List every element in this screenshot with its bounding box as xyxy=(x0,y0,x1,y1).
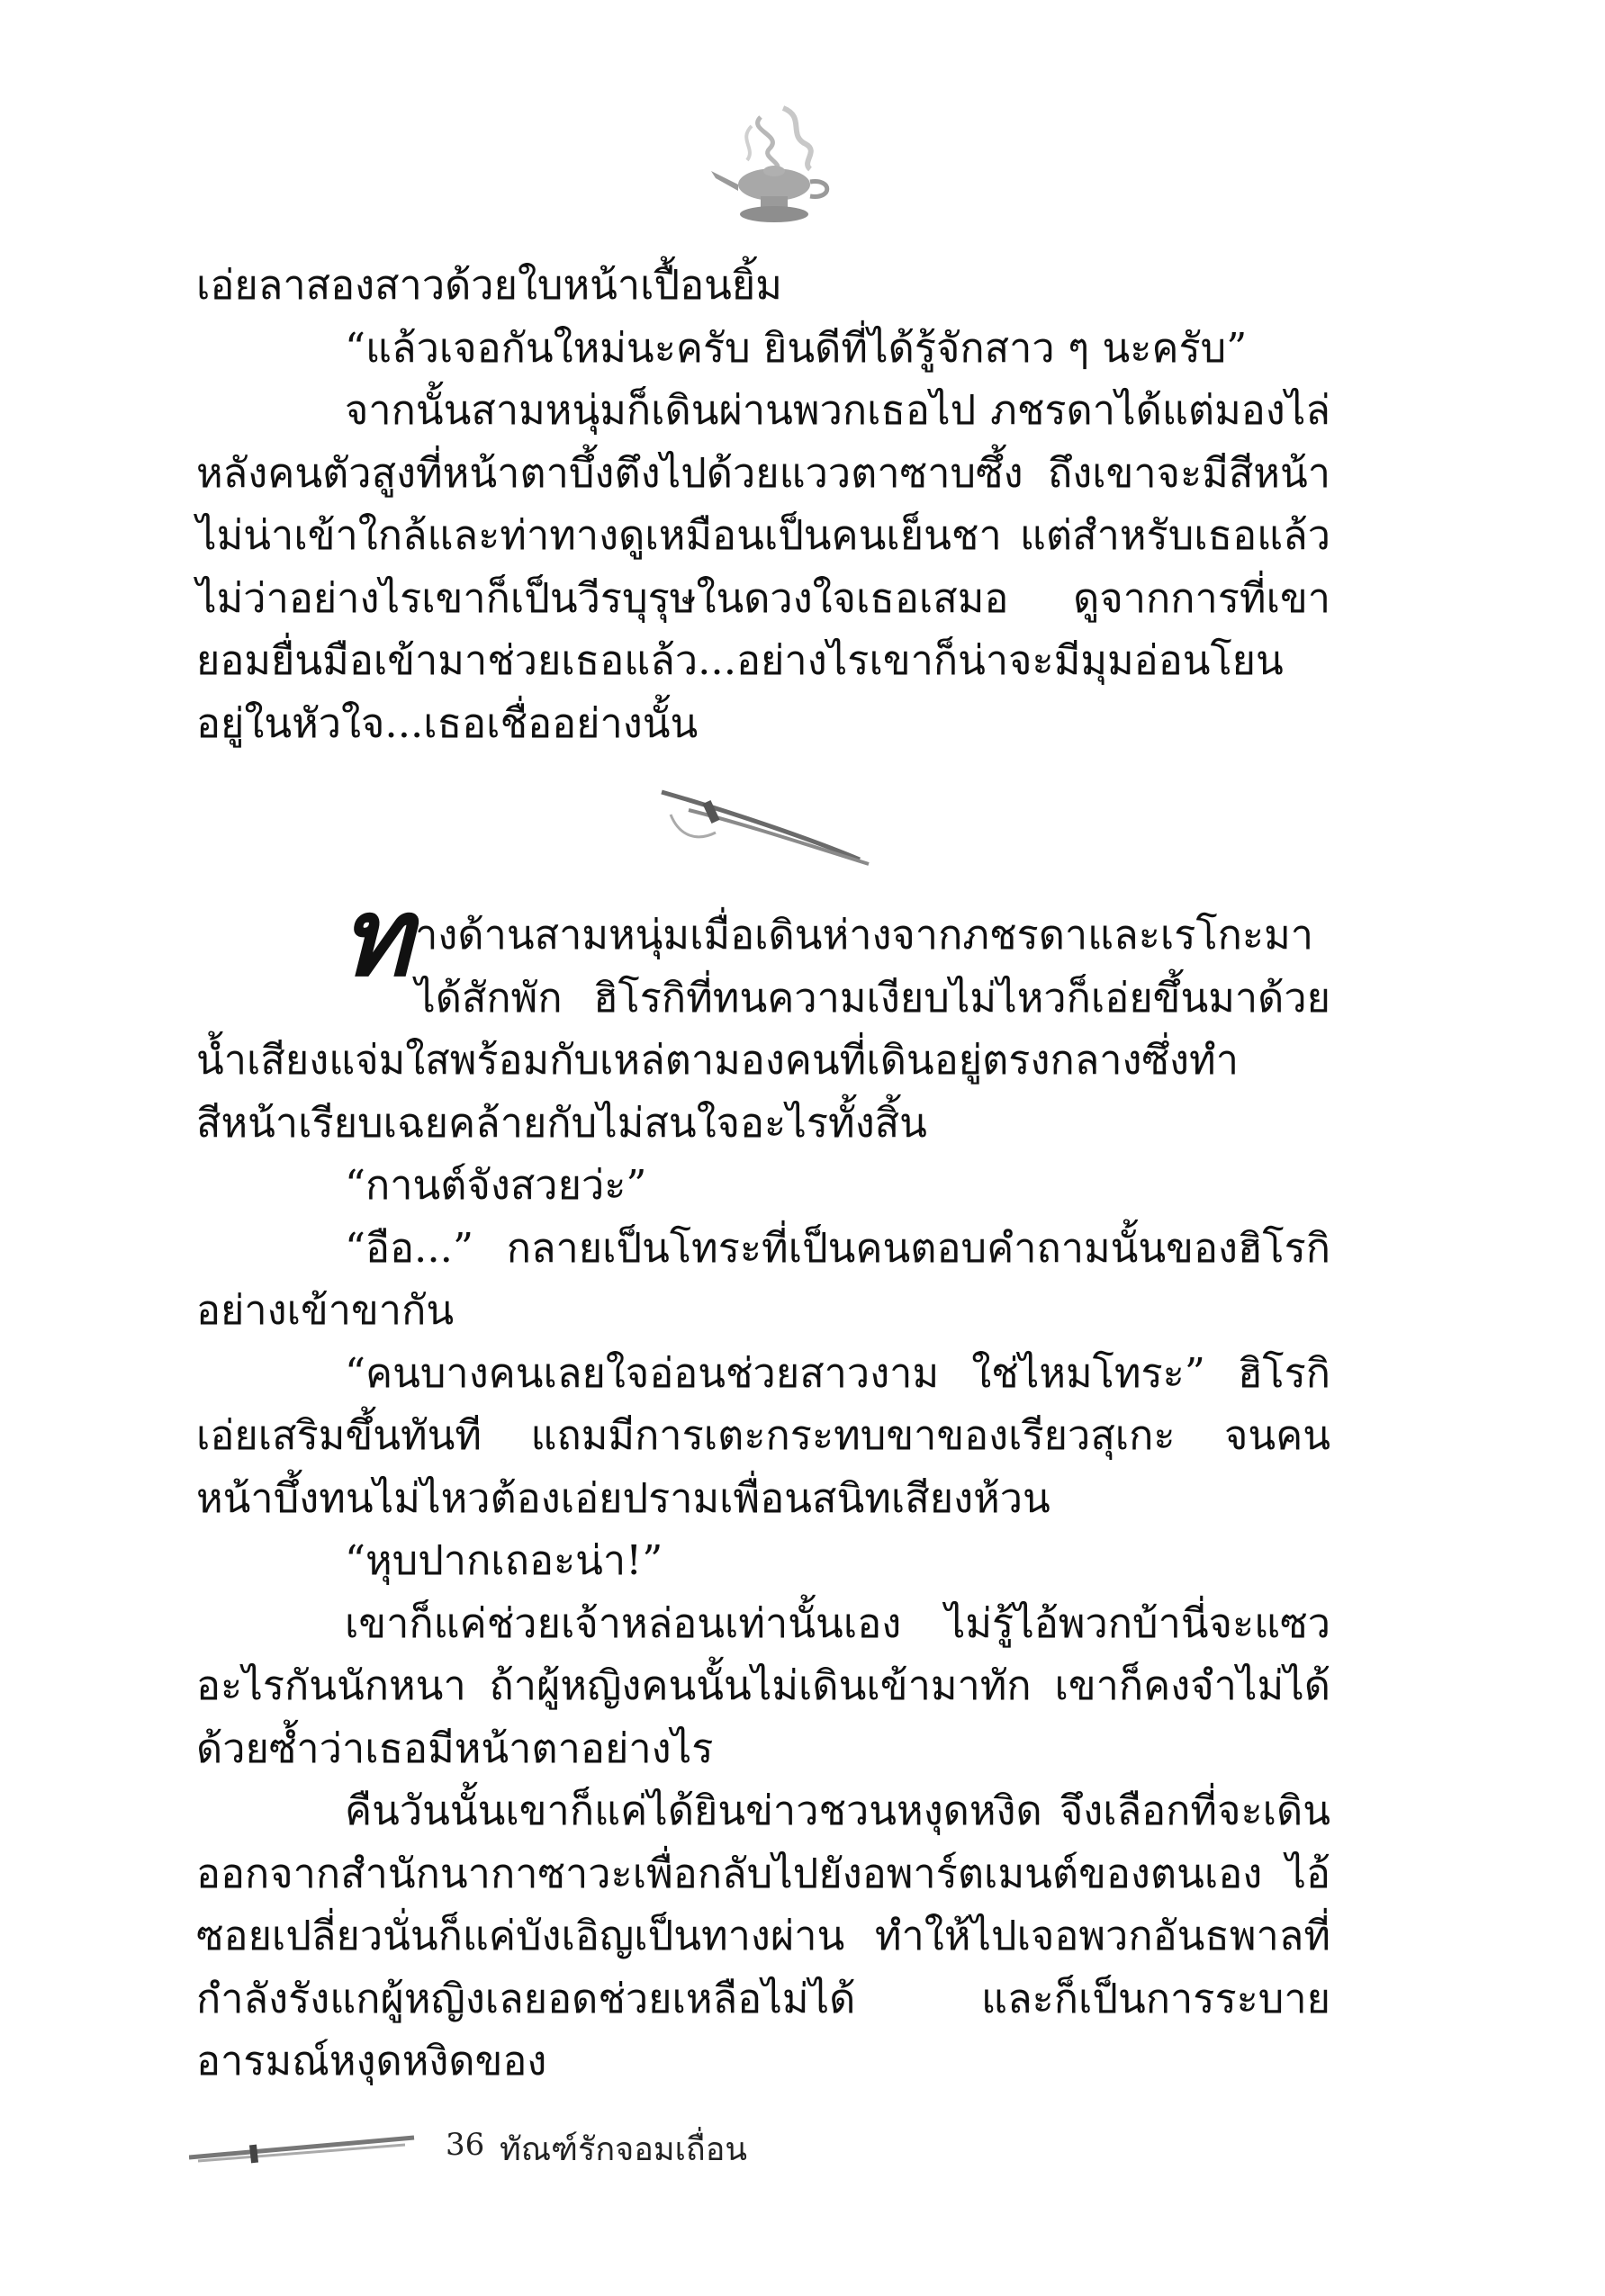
page-footer xyxy=(189,2120,819,2174)
paragraph-1: เอ่ยลาสองสาวด้วยใบหน้าเปื้อนยิ้ม xyxy=(196,261,782,309)
paragraph-3: จากนั้นสามหนุ่มก็เดินผ่านพวกเธอไป ภชรดาได้แต่มองไล่หลังคนตัวสูงที่หน้าตาบึ้งตึงไปด้วยแววตาซาบซึ้ง ถึงเขาจะมีสีหน้าไม่น่าเข้าใกล้และท่าทางดูเหมือนเป็นคนเย็นชา แต่สำหรับเธอแล้วไม่ว่าอย่างไรเขาก็เป็นวีรบุรุษในดวงใจเธอเสมอ ดูจากการที่เขายอมยื่นมือเข้ามาช่วยเธอแล้ว...อย่างไรเขาก็น่าจะมีมุมอ่อนโยนอยู่ในหัวใจ...เธอเชื่ออย่างนั้น xyxy=(196,386,1330,747)
paragraph-6: “อือ...” กลายเป็นโทระที่เป็นคนตอบคำถามนั้นของฮิโรกิอย่างเข้าขากัน xyxy=(196,1223,1330,1334)
sword-icon xyxy=(189,2129,423,2165)
paragraph-5: “กานต์จังสวยว่ะ” xyxy=(345,1161,647,1209)
paragraph-10: คืนวันนั้นเขาก็แค่ได้ยินข่าวชวนหงุดหงิด จึงเลือกที่จะเดินออกจากสำนักนากาซาวะเพื่อกลับไปยังอพาร์ตเมนต์ของตนเอง ไอ้ซอยเปลี่ยวนั่นก็แค่บังเอิญเป็นทางผ่าน ทำให้ไปเจอพวกอันธพาลที่กำลังรังแกผู้หญิงเลยอดช่วยเหลือไม่ได้ และก็เป็นการระบายอารมณ์หงุดหงิดของ xyxy=(196,1787,1330,2084)
paragraph-7: “คนบางคนเลยใจอ่อนช่วยสาวงาม ใช่ไหมโทระ” ฮิโรกิเอ่ยเสริมขึ้นทันที แถมมีการเตะกระทบขาของเรียวสุเกะ จนคนหน้าบึ้งทนไม่ไหวต้องเอ่ยปรามเพื่อนสนิทเสียงห้วน xyxy=(196,1348,1330,1522)
magic-lamp-icon xyxy=(698,99,851,234)
paragraph-2: “แล้วเจอกันใหม่นะครับ ยินดีที่ได้รู้จักสาว ๆ นะครับ” xyxy=(345,323,1248,372)
paragraph-dropcap-text: างด้านสามหนุ่มเมื่อเดินห่างจากภชรดาและเรโกะมาได้สักพัก ฮิโรกิที่ทนความเงียบไม่ไหวก็เอ่ยขึ้นมาด้วยน้ำเสียงแจ่มใสพร้อมกับเหล่ตามองคนที่เดินอยู่ตรงกลางซึ่งทำสีหน้าเรียบเฉยคล้ายกับไม่สนใจอะไรทั้งสิ้น xyxy=(196,911,1330,1147)
drop-cap-letter: ท xyxy=(340,874,412,1001)
katana-icon xyxy=(653,774,878,882)
text-column-bottom xyxy=(196,874,1330,2093)
text-column-top xyxy=(196,254,1330,754)
book-title: ทัณฑ์รักจอมเถื่อน xyxy=(500,2131,747,2168)
page-number: 36 xyxy=(446,2127,485,2163)
paragraph-8: “หุบปากเถอะน่า!” xyxy=(345,1536,663,1584)
paragraph-dropcap xyxy=(196,874,1330,1154)
paragraph-9: เขาก็แค่ช่วยเจ้าหล่อนเท่านั้นเอง ไม่รู้ไอ้พวกบ้านี่จะแซวอะไรกันนักหนา ถ้าผู้หญิงคนนั้นไม่เดินเข้ามาทัก เขาก็คงจำไม่ได้ด้วยซ้ำว่าเธอมีหน้าตาอย่างไร xyxy=(196,1598,1330,1772)
